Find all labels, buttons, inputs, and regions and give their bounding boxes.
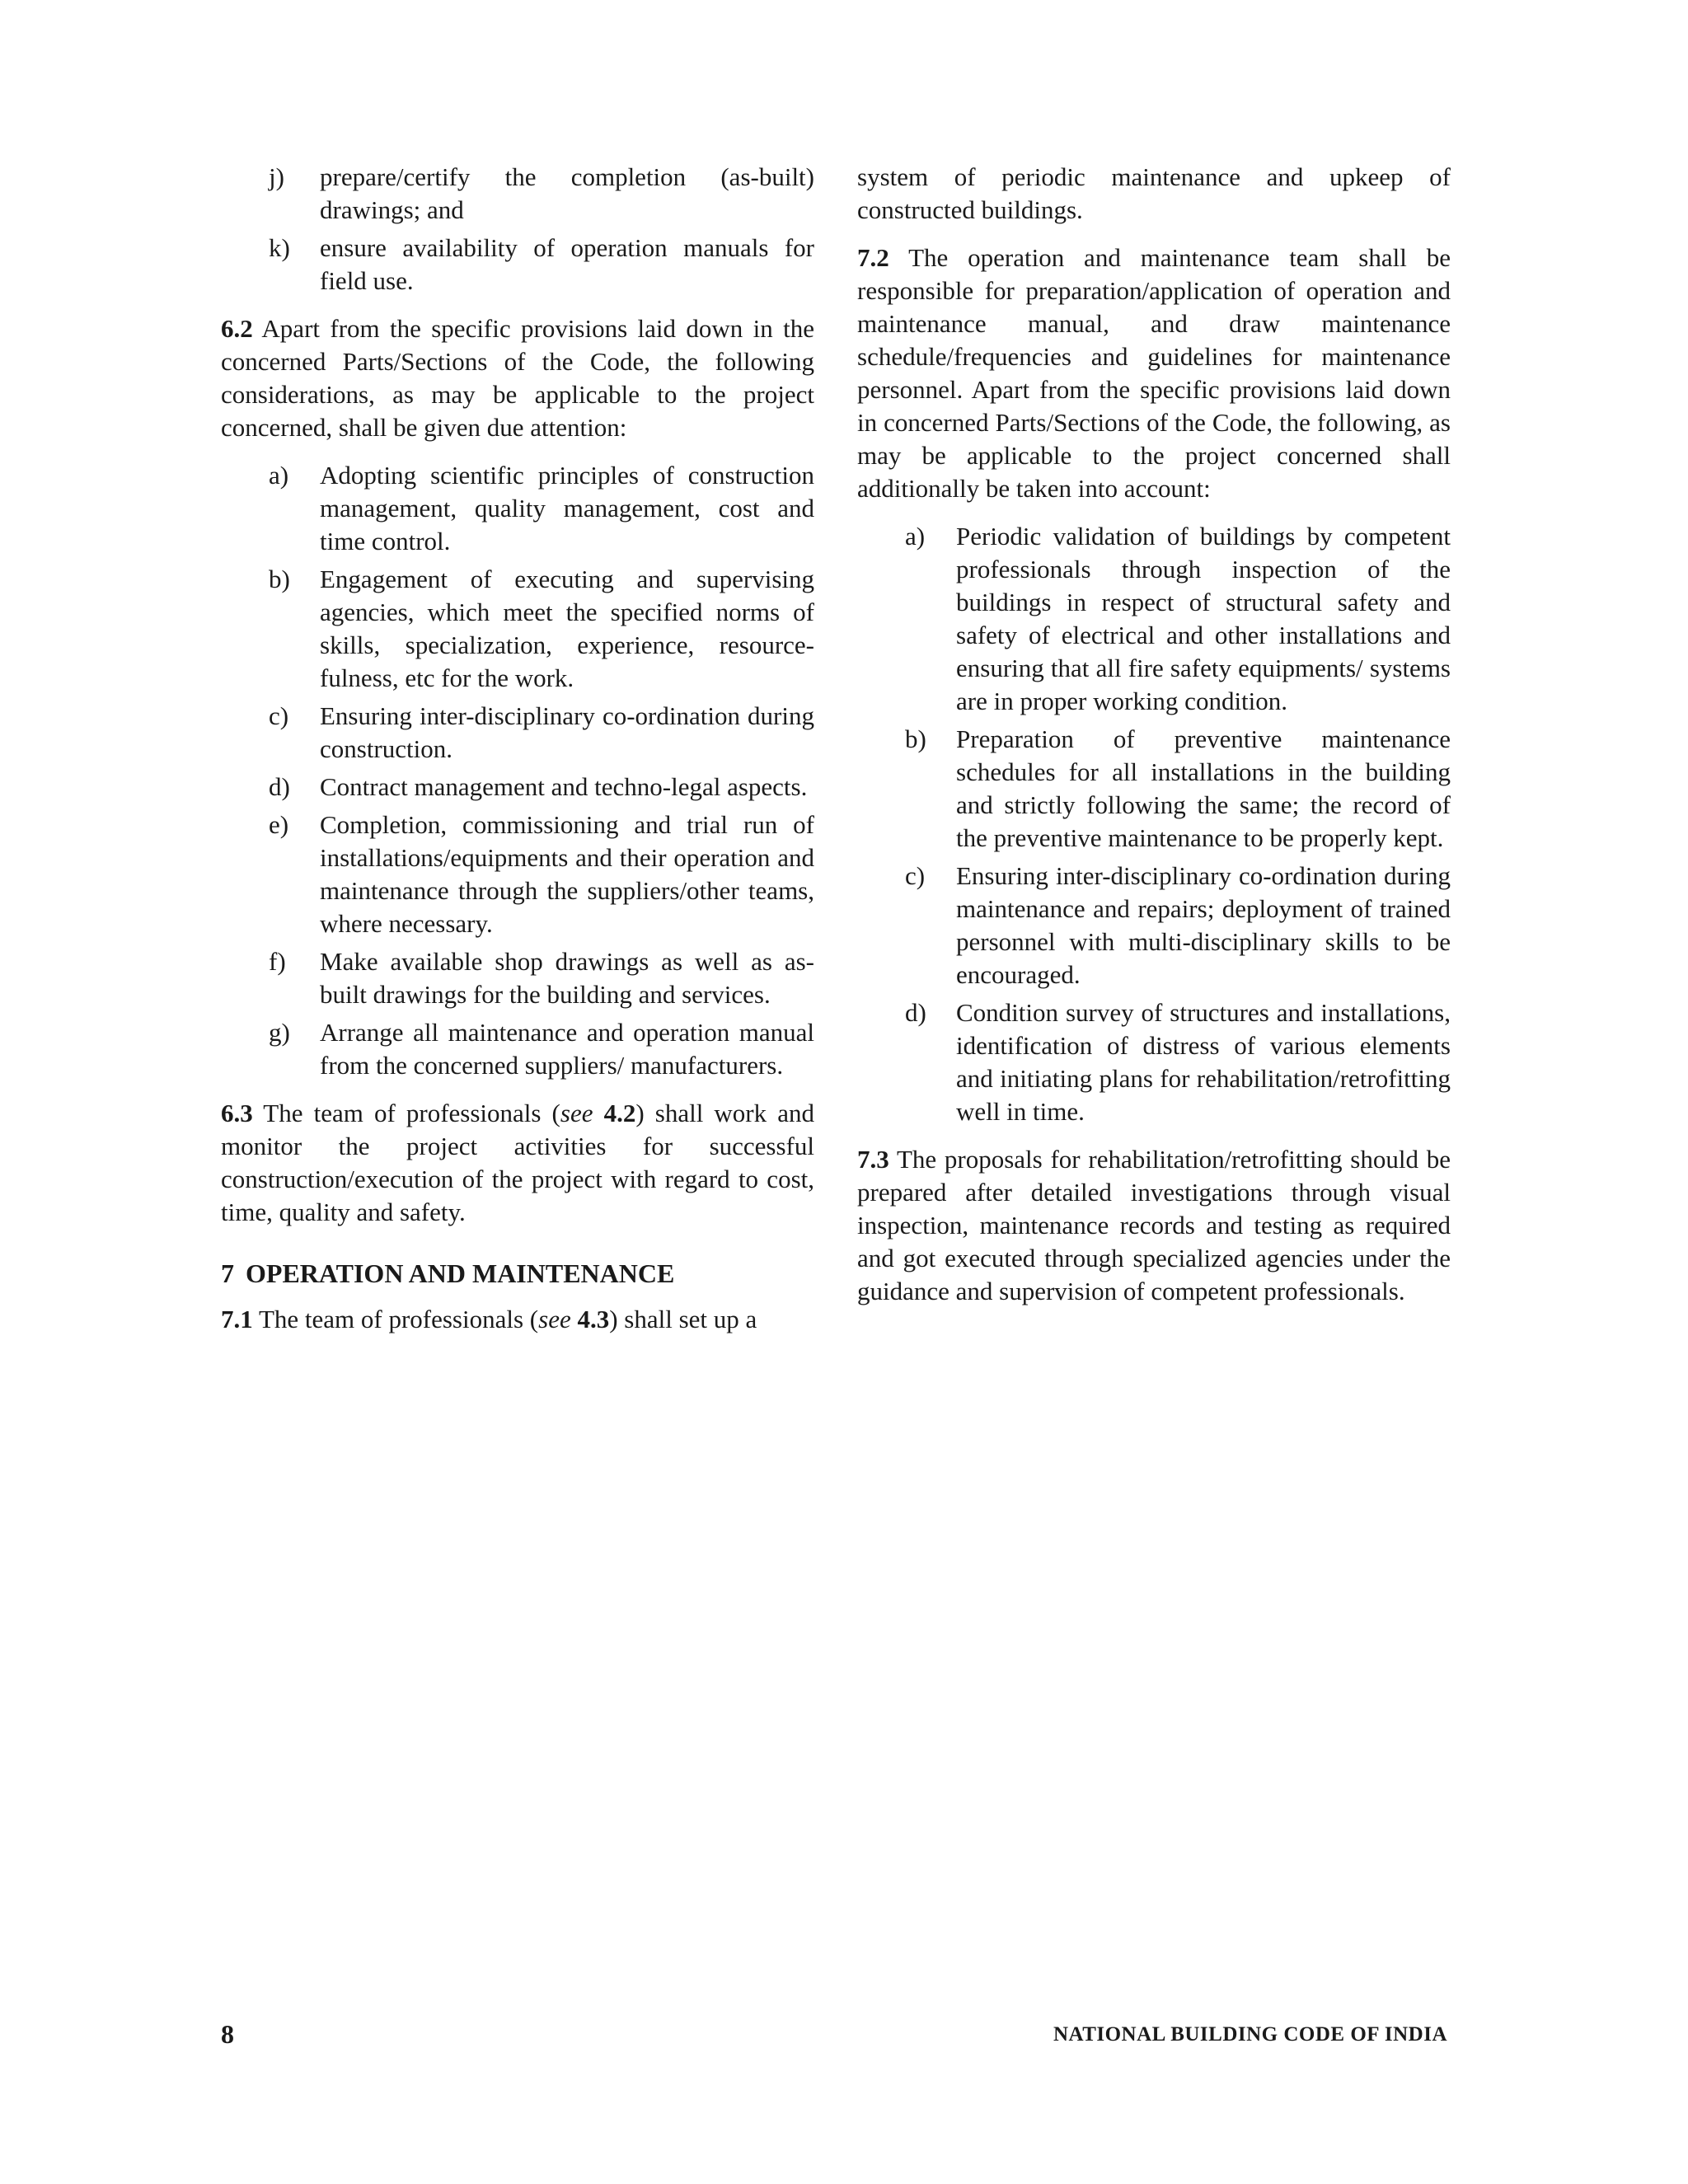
- list-marker: g): [269, 1018, 290, 1047]
- clause-number: 7.3: [857, 1145, 889, 1174]
- list-item-text: ensure availability of operation manuals for field use.: [320, 233, 814, 295]
- list-marker: b): [269, 565, 290, 593]
- paragraph-6-2: [221, 312, 814, 444]
- list-item-text: Ensuring inter-disciplinary co-ordination during construction.: [320, 701, 814, 763]
- paragraph-text: ) shall work and monitor the project activities for successful construction/execution of the project with regard to cost, time, quality and safety.: [221, 1099, 814, 1226]
- list-item-b: [857, 723, 1451, 855]
- section-heading: [221, 1257, 814, 1290]
- right-column: [857, 161, 1451, 1323]
- list-item-c: [221, 700, 814, 766]
- paragraph-text: The proposals for rehabilitation/retrofitting should be prepared after detailed investigations through visual inspection, maintenance records and testing as required and got executed through specialized agencies under the guidance and supervision of competent professionals.: [857, 1145, 1451, 1305]
- list-item-j: [221, 161, 814, 227]
- list-item-b: [221, 563, 814, 695]
- list-marker: j): [269, 162, 284, 191]
- list-item-a: [221, 459, 814, 558]
- paragraph-text: Apart from the specific provisions laid down in the concerned Parts/Sections of the Code, the following considerations, as may be applicable to the project concerned, shall be given due attention:: [221, 314, 815, 442]
- list-7-2: [857, 520, 1451, 1128]
- left-column: [221, 161, 814, 1351]
- paragraph-text: ) shall set up a: [609, 1305, 757, 1333]
- list-item-g: [221, 1016, 814, 1082]
- list-marker: a): [905, 522, 926, 551]
- list-item-text: prepare/certify the completion (as-built) drawings; and: [320, 162, 814, 224]
- list-item-text: Ensuring inter-disciplinary co-ordination during maintenance and repairs; deployment of trained personnel with multi-disciplinary skills to be encouraged.: [956, 861, 1451, 989]
- list-item-text: Condition survey of structures and installations, identification of distress of various elements and initiating plans for rehabilitation/retrofitting well in time.: [956, 998, 1451, 1126]
- paragraph-text: The operation and maintenance team shall be responsible for preparation/application of operation and maintenance manual, and draw maintenance schedule/frequencies and guidelines for maintenance personnel. Apart from the specific provisions laid down in concerned Parts/Sections of the Code, the following, as may be applicable to the project concerned shall additionally be taken into account:: [857, 243, 1451, 503]
- cross-reference: 4.3: [577, 1305, 610, 1333]
- list-item-text: Adopting scientific principles of construction management, quality management, cost and time control.: [320, 461, 814, 555]
- list-item-text: Contract management and techno-legal aspects.: [320, 772, 808, 801]
- clause-number: 6.2: [221, 314, 253, 343]
- list-item-text: Preparation of preventive maintenance schedules for all installations in the building and strictly following the same; the record of the preventive maintenance to be properly kept.: [956, 724, 1451, 852]
- paragraph-text: system of periodic maintenance and upkeep of constructed buildings.: [857, 162, 1451, 224]
- list-item-text: Engagement of executing and supervising agencies, which meet the specified norms of skills, specialization, experience, resource-fulness, etc for the work.: [320, 565, 814, 692]
- clause-number: 6.3: [221, 1099, 253, 1127]
- section-number: 7: [221, 1258, 234, 1288]
- list-marker: c): [905, 861, 926, 890]
- list-marker: e): [269, 810, 289, 839]
- list-6-2: [221, 459, 814, 1082]
- list-marker: c): [269, 701, 289, 730]
- paragraph-6-3: [221, 1097, 814, 1229]
- page-number: 8: [221, 2019, 234, 2049]
- list-item-e: [221, 808, 814, 940]
- paragraph-text: The team of professionals (: [258, 1305, 539, 1333]
- paragraph-7-3: [857, 1143, 1451, 1308]
- list-item-f: [221, 945, 814, 1011]
- paragraph-7-1-continued: [857, 161, 1451, 227]
- paragraph-7-2: [857, 241, 1451, 505]
- clause-number: 7.1: [221, 1305, 253, 1333]
- list-item-k: [221, 232, 814, 298]
- clause-number: 7.2: [857, 243, 889, 272]
- paragraph-7-1: [221, 1303, 814, 1336]
- cross-reference: 4.2: [603, 1099, 636, 1127]
- list-item-d: [221, 771, 814, 804]
- list-marker: b): [905, 724, 926, 753]
- see-reference: see: [560, 1099, 593, 1127]
- running-title: NATIONAL BUILDING CODE OF INDIA: [1053, 2023, 1447, 2046]
- see-reference: see: [538, 1305, 571, 1333]
- list-marker: k): [269, 233, 290, 262]
- list-marker: a): [269, 461, 289, 490]
- list-marker: f): [269, 947, 286, 976]
- list-item-text: Completion, commissioning and trial run of installations/equipments and their operation and maintenance through the suppliers/other teams, where necessary.: [320, 810, 814, 938]
- list-item-text: Make available shop drawings as well as as-built drawings for the building and services.: [320, 947, 814, 1009]
- paragraph-text: The team of professionals (: [263, 1099, 560, 1127]
- list-marker: d): [905, 998, 926, 1027]
- list-item-c: [857, 860, 1451, 991]
- list-item-text: Arrange all maintenance and operation manual from the concerned suppliers/ manufacturers.: [320, 1018, 814, 1080]
- list-item-text: Periodic validation of buildings by competent professionals through inspection of the buildings in respect of structural safety and safety of electrical and other installations and ensuring that all fire safety equipments/ systems are in proper working condition.: [956, 522, 1451, 715]
- list-jk: [221, 161, 814, 298]
- list-item-d: [857, 996, 1451, 1128]
- list-marker: d): [269, 772, 290, 801]
- list-item-a: [857, 520, 1451, 718]
- section-title: OPERATION AND MAINTENANCE: [246, 1258, 675, 1288]
